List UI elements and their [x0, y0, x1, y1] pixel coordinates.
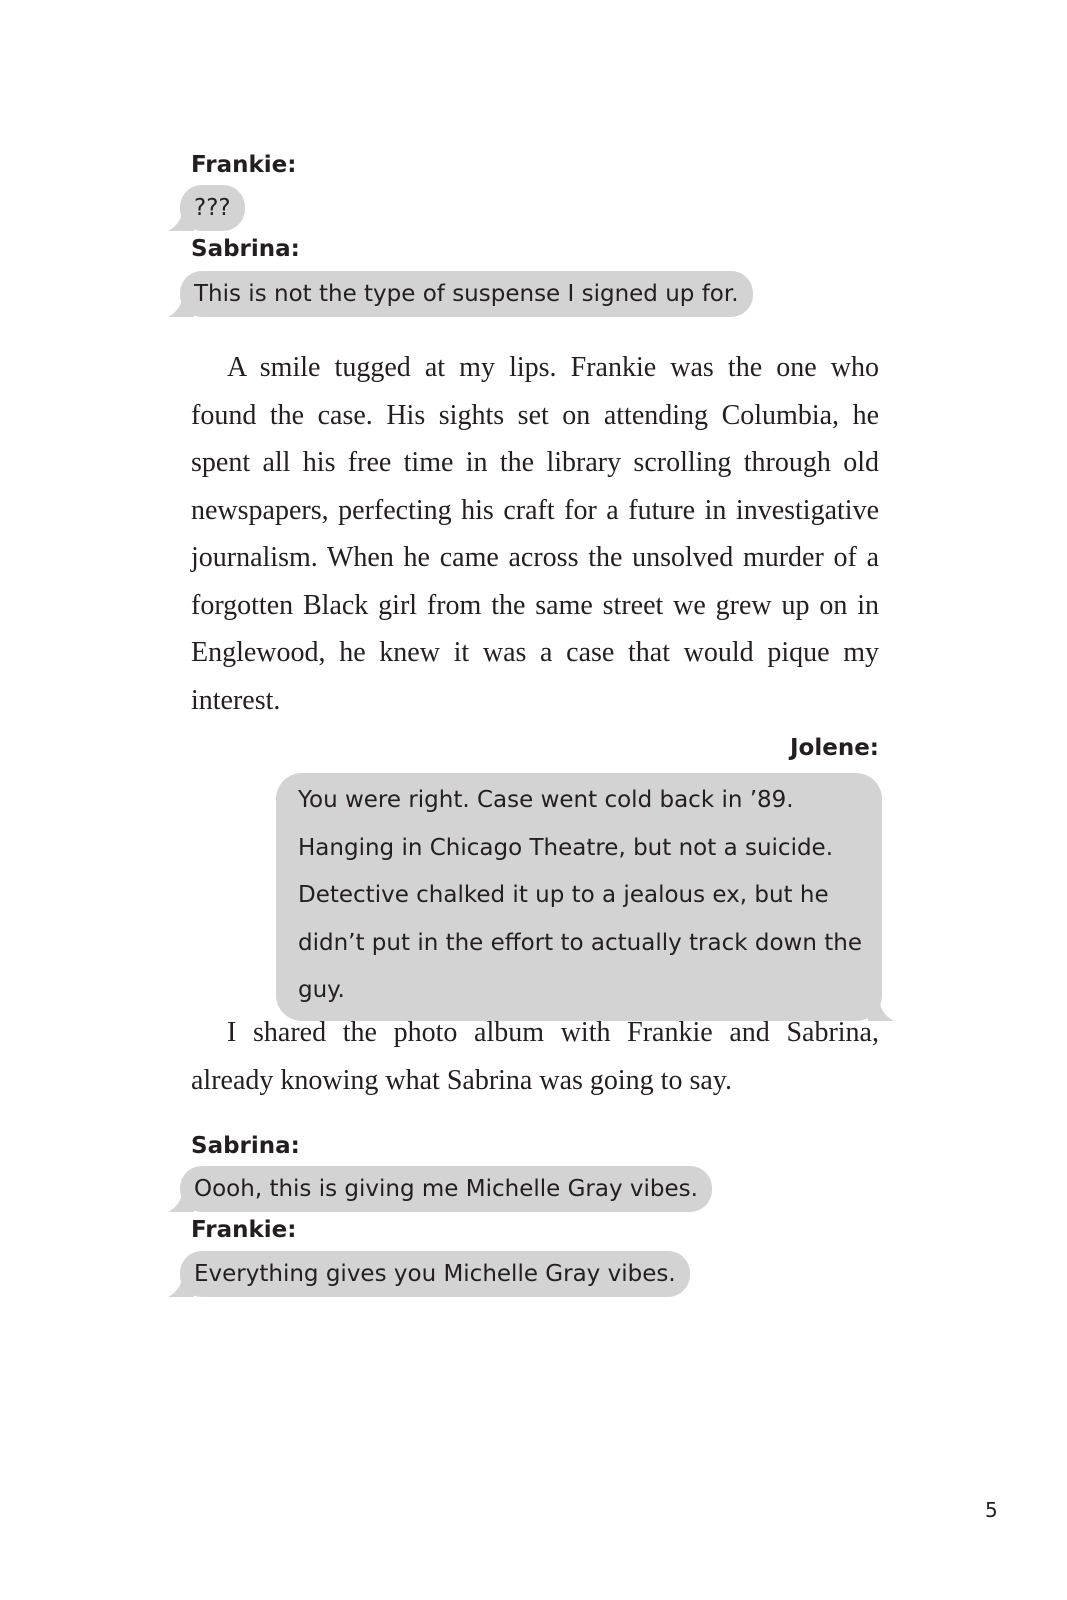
narrative-paragraph: A smile tugged at my lips. Frankie was the one who found the case. His sights set on attending Columbia, he spent all his free time in the library scrolling through old newspapers, perfecting his craft for a future in investigative journalism. When he came across the unsolved murder of a forgotten Black girl from the same street we grew up on in Englewood, he knew it was a case that would pique my interest. — [191, 352, 879, 716]
message-sender: Jolene: — [789, 735, 879, 761]
message-sender: Sabrina: — [191, 236, 300, 262]
message-text: ??? — [194, 195, 231, 221]
narrative-paragraph: I shared the photo album with Frankie and Sabrina, already knowing what Sabrina was going to say. — [191, 1017, 879, 1096]
bubble-tail-icon — [168, 211, 194, 231]
message-bubble-left — [180, 1251, 690, 1297]
message-bubble-right — [276, 773, 882, 1021]
bubble-tail-icon — [168, 297, 194, 317]
message-sender: Frankie: — [191, 1217, 297, 1243]
message-bubble-left — [180, 271, 753, 317]
bubble-tail-icon — [168, 1192, 194, 1212]
message-text: Everything gives you Michelle Gray vibes. — [194, 1261, 676, 1287]
bubble-tail-icon — [168, 1277, 194, 1297]
message-sender: Sabrina: — [191, 1133, 300, 1159]
message-bubble-left — [180, 1166, 712, 1212]
message-text: Oooh, this is giving me Michelle Gray vibes. — [194, 1176, 698, 1202]
message-text: You were right. Case went cold back in ’89. Hanging in Chicago Theatre, but not a suicide. Detective chalked it up to a jealous ex, but he didn’t put in the effort to actually track down the guy. — [298, 787, 862, 1003]
page-number: 5 — [985, 1498, 998, 1522]
message-sender: Frankie: — [191, 152, 297, 178]
message-bubble-left — [180, 185, 245, 231]
message-text: This is not the type of suspense I signed up for. — [194, 281, 739, 307]
